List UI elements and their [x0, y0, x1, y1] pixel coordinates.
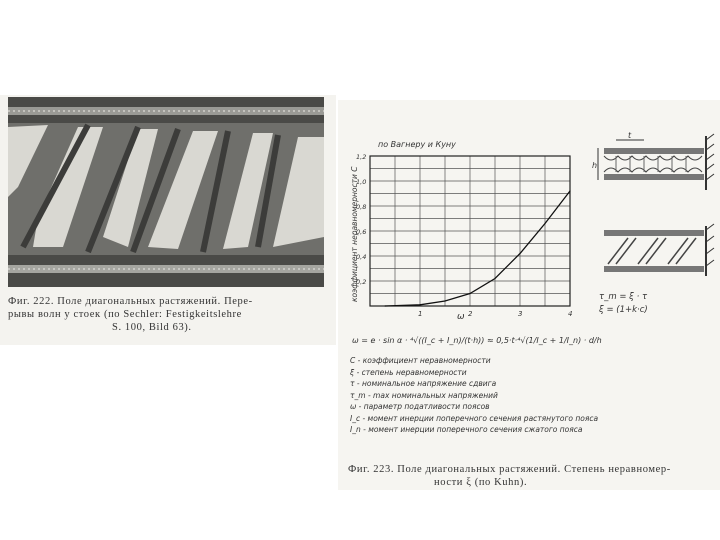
data-point — [519, 253, 520, 254]
chart-x-axis-label: ω — [457, 312, 465, 322]
x-tick-label: 1 — [418, 310, 423, 318]
figure-222-caption-line-1: Фиг. 222. Поле диагональных растяжений. Пере- — [8, 296, 253, 307]
beam-label-t: t — [628, 131, 632, 140]
y-tick-label: 0,6 — [356, 228, 367, 236]
chart-title: по Вагнеру и Куну — [378, 140, 456, 149]
figure-223-caption-line-2: ности ξ (по Kuhn). — [434, 477, 528, 488]
chart-y-axis-label: коэффициент неравномерности С — [350, 166, 359, 302]
y-tick-label: 1,0 — [356, 178, 367, 186]
data-point — [444, 300, 445, 301]
legend-item: ω - параметр податливости поясов — [350, 402, 490, 411]
equation-tau-m: τ_m = ξ · τ — [599, 292, 648, 302]
legend-item: I_n - момент инерции поперечного сечения сжатого пояса — [350, 425, 583, 434]
data-point — [544, 223, 545, 224]
legend-item: τ_m - max номинальных напряжений — [350, 390, 498, 400]
data-point — [494, 278, 495, 279]
x-tick-label: 4 — [568, 310, 573, 318]
data-point — [419, 304, 420, 305]
figure-222-caption-line-3: S. 100, Bild 63). — [112, 322, 192, 333]
omega-formula: ω = e · sin α · ⁴√((I_c + I_n)/(t·h)) ≈ 0,5·t·⁴√(1/I_c + 1/I_n) · d/h — [352, 336, 602, 345]
figure-222-caption-line-2: рывы волн у стоек (по Sechler: Festigkeitslehre — [8, 309, 242, 320]
y-tick-label: 0,4 — [356, 253, 367, 261]
beam-label-h: h — [592, 161, 598, 170]
x-tick-label: 2 — [468, 310, 473, 318]
legend-item: С - коэффициент неравномерности — [350, 356, 491, 365]
data-point — [384, 305, 385, 306]
y-tick-label: 0,2 — [356, 278, 367, 286]
legend-item: ξ - степень неравномерности — [350, 367, 467, 377]
legend-item: I_c - момент инерции поперечного сечения растянутого пояса — [350, 413, 599, 423]
chart-plot — [340, 128, 600, 338]
figure-223-caption-line-1: Фиг. 223. Поле диагональных растяжений. Степень неравномер- — [348, 464, 671, 475]
y-tick-label: 0,8 — [356, 203, 367, 211]
y-tick-label: 1,2 — [356, 153, 367, 161]
series-line — [385, 191, 570, 306]
diagonal-tension-photo — [8, 97, 324, 287]
data-point — [469, 293, 470, 294]
x-tick-label: 3 — [518, 310, 523, 318]
beam-sketch — [592, 130, 720, 280]
equation-xi: ξ = (1+k·c) — [599, 305, 648, 315]
data-point — [569, 190, 570, 191]
legend-item: τ - номинальное напряжение сдвига — [350, 379, 497, 388]
